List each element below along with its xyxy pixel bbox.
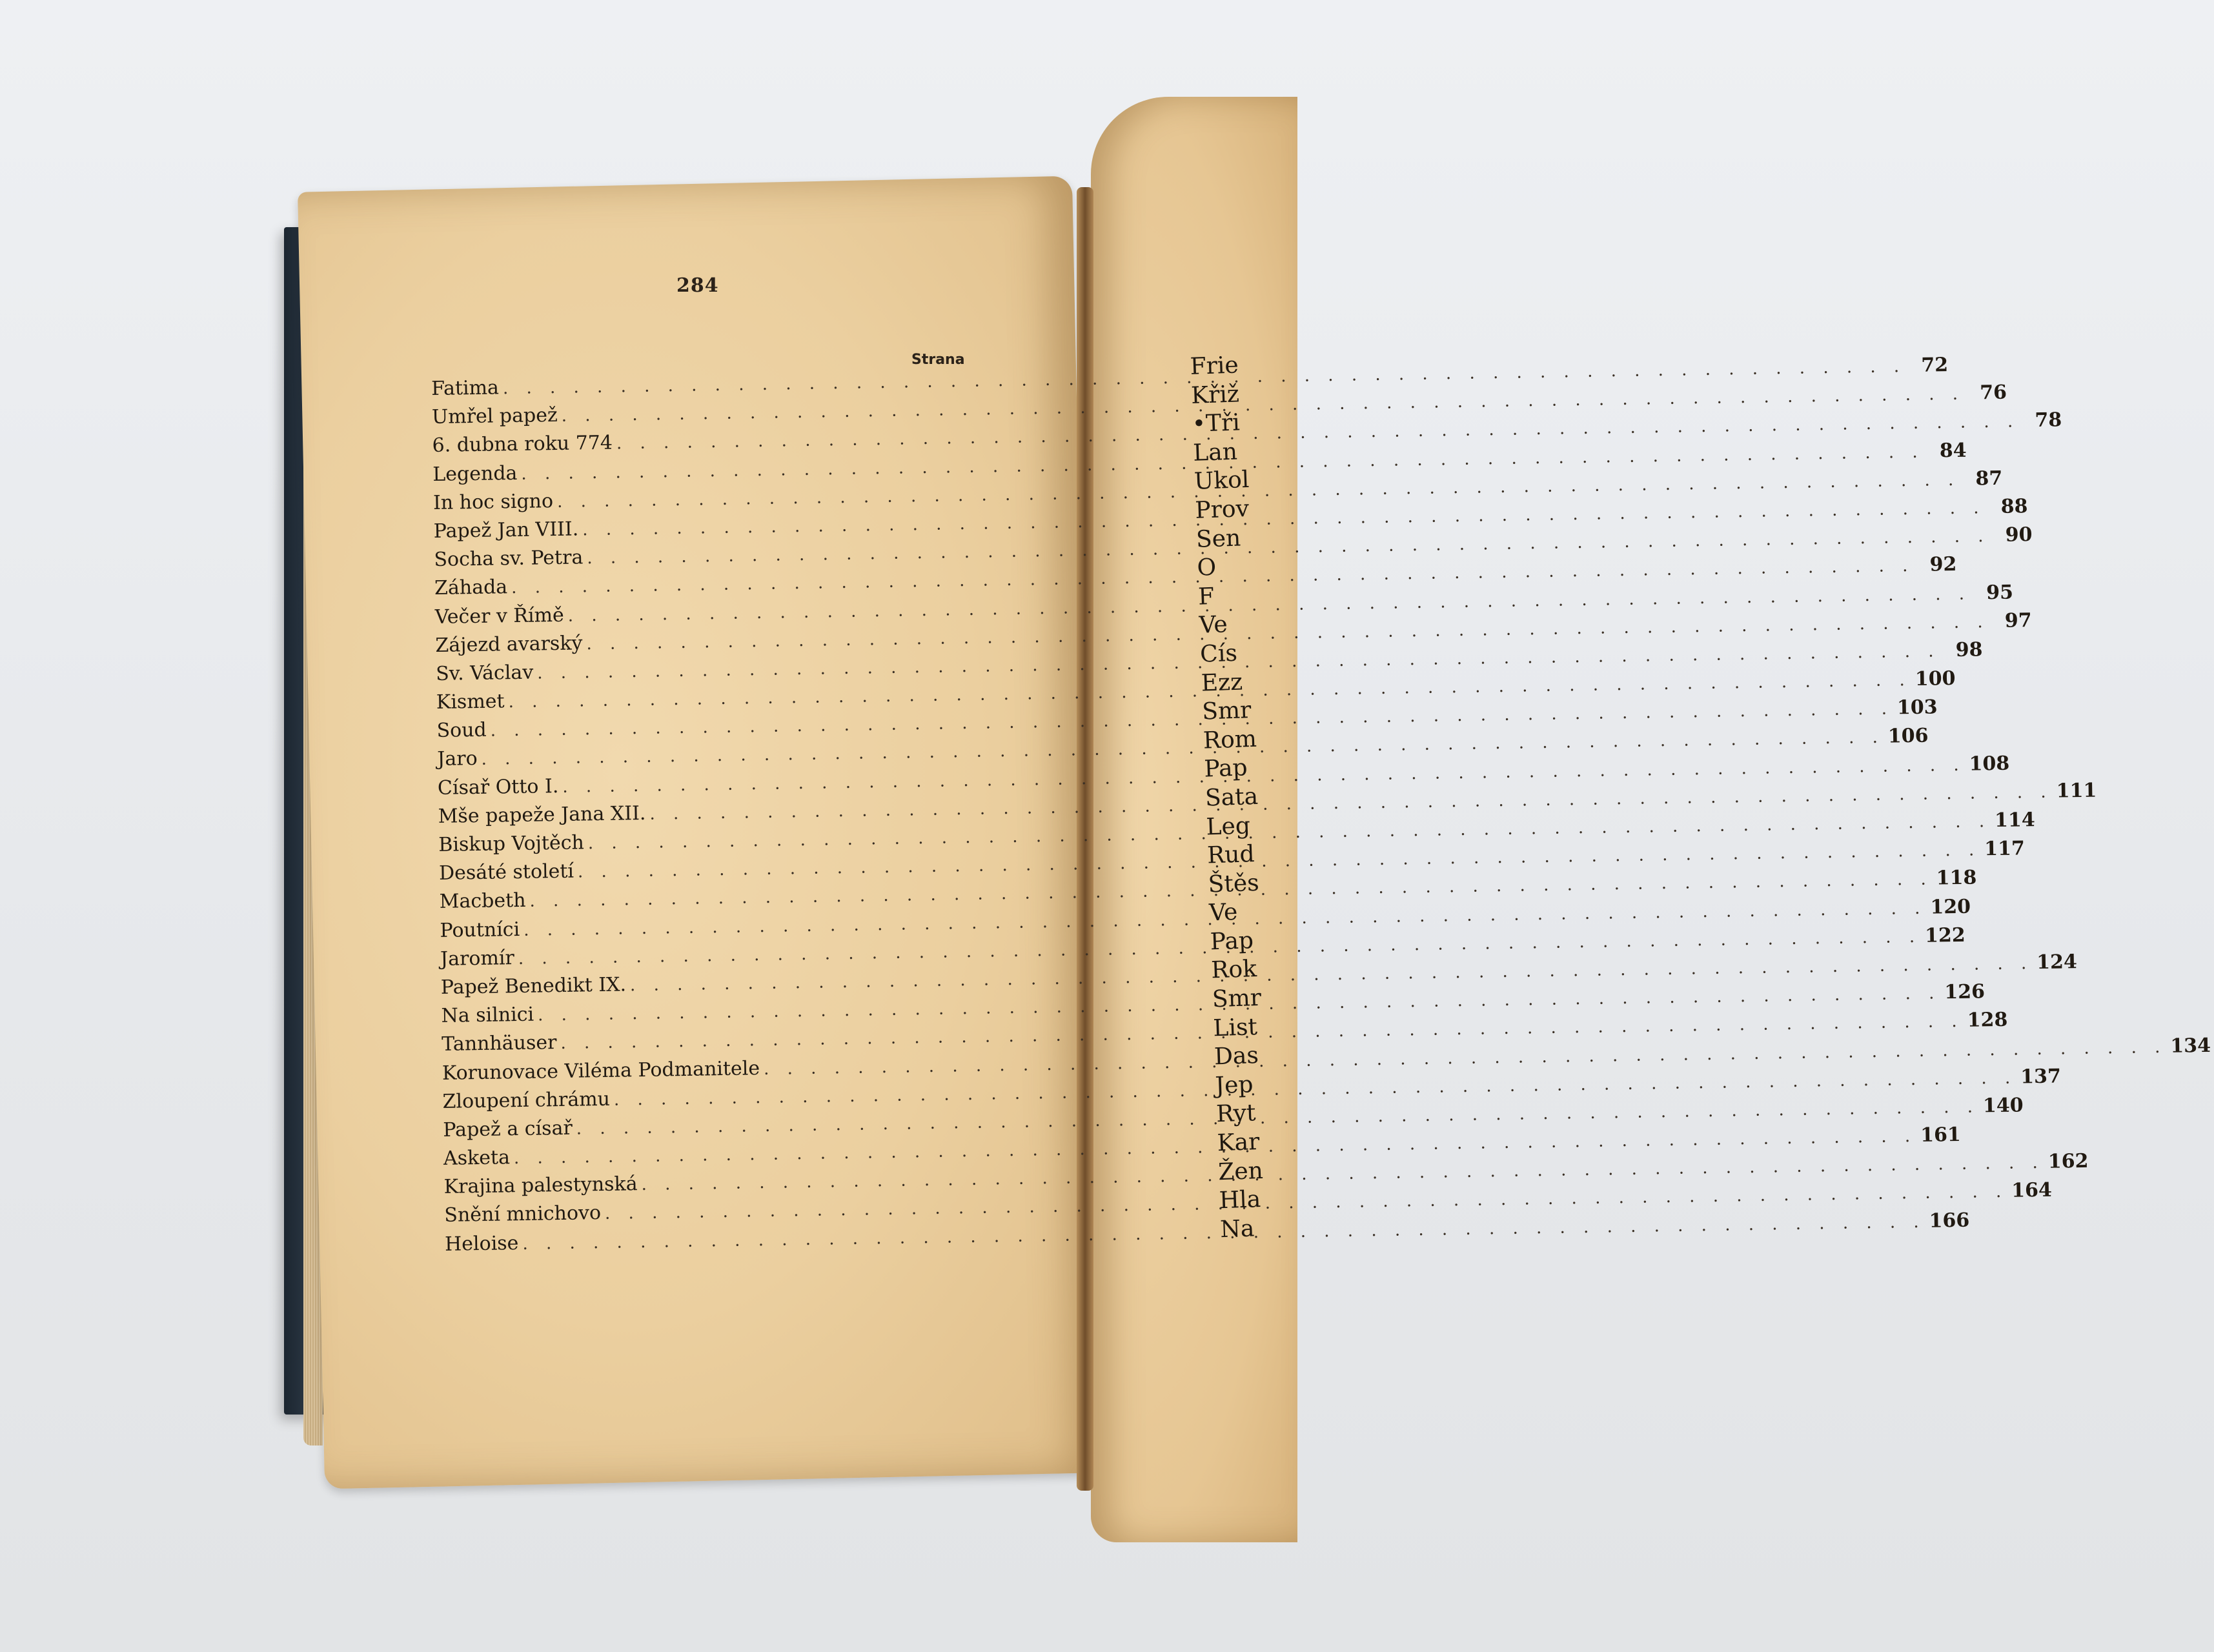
right-page-line: Ve (1199, 611, 1228, 640)
right-page-line: •Tři (1192, 409, 1241, 438)
right-page-line: List (1212, 1013, 1258, 1042)
toc-entry-page: 76 (1979, 381, 2007, 405)
toc-entry-title: Biskup Vojtěch (438, 831, 585, 856)
toc-entry-page: 100 (1914, 667, 1956, 691)
toc-entry-title: 6. dubna roku 774 (432, 431, 613, 458)
right-page-line: Rom (1203, 725, 1257, 754)
right-page-line: Štěs (1208, 869, 1260, 898)
right-page-line: Na (1219, 1215, 1255, 1243)
toc-entry-page: 164 (2011, 1179, 2053, 1203)
toc-entry-page: 140 (1982, 1094, 2024, 1118)
right-page-line: Frie (1190, 352, 1239, 380)
toc-entry-page: 95 (1985, 581, 2014, 604)
right-page-line: O (1196, 554, 1217, 581)
toc-entry-title: Snění mnichovo (444, 1202, 602, 1227)
toc-entry-title: Záhada (434, 576, 508, 600)
toc-entry-page: 137 (2020, 1065, 2062, 1089)
toc-entry-title: Zájezd avarský (435, 632, 583, 657)
toc-entry-page: 120 (1930, 895, 1971, 919)
right-page-line: Hla (1219, 1186, 1261, 1214)
toc-entry-title: Umřel papež (431, 404, 558, 429)
right-page-line: Cís (1199, 640, 1238, 668)
toc-entry-page: 84 (1939, 439, 1967, 462)
toc-entry-page: 103 (1896, 696, 1938, 720)
toc-entry-title: Papež Jan VIII. (433, 518, 579, 543)
right-page-line: Leg (1205, 812, 1251, 841)
page-number: 284 (676, 274, 719, 297)
right-page-line: Lan (1192, 438, 1238, 467)
toc-entry-page: 106 (1887, 725, 1929, 749)
toc-entry-page: 117 (1984, 837, 2026, 861)
right-page-line: Rud (1206, 841, 1255, 869)
toc-entry-page: 87 (1975, 467, 2003, 490)
toc-entry-title: Sv. Václav (435, 661, 534, 685)
toc-entry-page: 98 (1955, 638, 1983, 661)
toc-entry-page: 72 (1921, 354, 1949, 377)
toc-entry-page: 122 (1924, 923, 1965, 947)
toc-entry-title: Mše papeže Jana XII. (438, 801, 646, 828)
right-page-line: Pap (1203, 754, 1248, 783)
toc-entry-title: Socha sv. Petra (434, 546, 584, 572)
right-page-line: Rok (1210, 956, 1257, 984)
toc-entry-page: 88 (2000, 495, 2028, 518)
toc-entry-title: Soud (436, 718, 487, 743)
toc-entry-title: Korunovace Viléma Podmanitele (442, 1056, 760, 1085)
right-page-line: Smr (1201, 697, 1252, 725)
toc-entry-title: Poutníci (440, 918, 520, 942)
right-page-line: Jep (1214, 1071, 1254, 1100)
toc-entry-title: In hoc signo (432, 489, 554, 514)
toc-entry-title: Desáté století (438, 860, 574, 885)
toc-entry-page: 118 (1936, 866, 1977, 890)
toc-entry-title: Legenda (432, 461, 518, 486)
toc-entry-page: 166 (1929, 1209, 1970, 1233)
toc-entry-title: Tannhäuser (441, 1031, 557, 1056)
page-column-header: Strana (911, 352, 965, 368)
right-page (1091, 97, 1297, 1542)
right-page-line: F (1197, 583, 1215, 610)
toc-entry-title: Fatima (431, 376, 500, 400)
toc-entry-title: Jaro (437, 747, 478, 771)
right-page-line: Ezz (1201, 668, 1243, 697)
toc-entry-title: Císař Otto I. (437, 774, 559, 800)
toc-entry-title: Jaromír (440, 946, 515, 971)
toc-entry-title: Zloupení chrámu (442, 1087, 611, 1113)
toc-entry-page: 108 (1969, 752, 2010, 776)
right-page-line: Sen (1195, 524, 1241, 553)
toc-entry-title: Asketa (443, 1146, 511, 1170)
right-page-line: Křiž (1190, 380, 1240, 409)
toc-entry-page: 90 (2005, 523, 2033, 547)
toc-entry-page: 92 (1929, 553, 1957, 576)
toc-entry-page: 124 (2036, 950, 2078, 974)
right-page-line: Prov (1194, 495, 1250, 524)
toc-entry-page: 78 (2035, 408, 2062, 432)
toc-entry-page: 128 (1967, 1009, 2008, 1032)
right-page-line: Sata (1204, 783, 1259, 812)
toc-entry-title: Na silnici (441, 1003, 534, 1028)
toc-entry-page: 97 (2004, 609, 2032, 632)
toc-entry-page: 161 (1920, 1123, 1962, 1147)
toc-entry-title: Krajina palestynská (443, 1173, 638, 1199)
toc-entry-page: 162 (2047, 1150, 2089, 1174)
right-page-line: Smr (1212, 984, 1262, 1013)
right-page-line: Kar (1217, 1129, 1260, 1157)
right-page-line: Das (1214, 1042, 1259, 1071)
toc-entry-title: Papež Benedikt IX. (440, 973, 627, 999)
right-page-line: Ukol (1193, 467, 1250, 496)
toc-entry-title: Kismet (436, 690, 505, 714)
right-page-line: Pap (1210, 927, 1254, 956)
toc-entry-page: 111 (2056, 779, 2097, 803)
right-page-line: Žen (1217, 1157, 1264, 1185)
toc-entry-title: Večer v Římě (434, 603, 565, 629)
right-page-line: Ve (1208, 899, 1238, 927)
toc-entry-title: Heloise (444, 1231, 519, 1256)
toc-entry-page: 134 (2170, 1034, 2211, 1058)
right-page-line: Ryt (1215, 1100, 1257, 1128)
toc-entry-page: 114 (1994, 809, 2035, 832)
toc-entry-title: Macbeth (439, 889, 526, 914)
toc-entry-page: 126 (1944, 980, 1985, 1004)
toc-entry-title: Papež a císař (443, 1116, 573, 1142)
